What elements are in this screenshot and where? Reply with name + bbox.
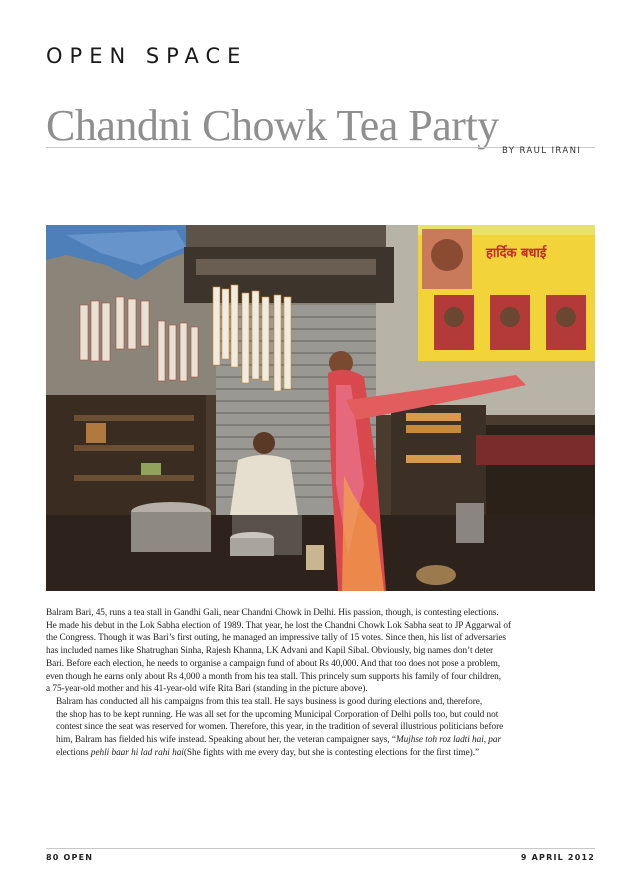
poster-heading: हार्दिक बधाई	[486, 246, 547, 261]
byline: BY RAUL IRANI	[502, 146, 582, 156]
body-line: He made his debut in the Lok Sabha election of 1989. That year, he lost the Chandni Chowk Lok Sabha seat to JP Aggarwal of	[46, 620, 511, 631]
quote-hindi-1: Mujhse toh roz ladti hai, par	[395, 735, 502, 746]
paragraph-1	[46, 607, 595, 696]
body-line: even though he earns only about Rs 4,000 a month from his tea stall. This princely sum supports his family of four children,	[46, 671, 502, 682]
body-line: a 75-year-old mother and his 41-year-old wife Rita Bari (standing in the picture above).	[46, 684, 368, 695]
footer-rule	[46, 848, 595, 849]
body-line: him, Balram has fielded his wife instead. Speaking about her, the veteran campaigner says, “Mujhse toh roz ladti hai, par	[56, 735, 502, 746]
body-line: Balram has conducted all his campaigns from this tea stall. He says business is good during elections and, therefore,	[56, 696, 483, 707]
man-figure	[253, 432, 275, 454]
article-photo	[46, 225, 595, 591]
issue-date: 9 APRIL 2012	[520, 853, 595, 862]
body-line: elections pehli baar hi lad rahi hai(She fights with me every day, but she is contesting elections for the first time).”	[56, 747, 480, 758]
page-folio: 80 OPEN	[46, 853, 94, 862]
body-line: Bari. Before each election, he needs to organise a campaign fund of about Rs 40,000. And that too does not pose a problem,	[46, 658, 501, 669]
article-title: Chandni Chowk Tea Party	[46, 101, 499, 150]
body-line: contest since the seat was reserved for women. Therefore, this year, in the tradition of several illustrious politicians before	[56, 722, 504, 733]
body-line: has included names like Shatrughan Sinha, Rajesh Khanna, LK Advani and Kapil Sibal. Obviously, big names don’t deter	[46, 646, 494, 657]
body-line: Balram Bari, 45, runs a tea stall in Gandhi Gali, near Chandni Chowk in Delhi. His passion, though, is contesting elections.	[46, 608, 499, 618]
article-body	[46, 607, 595, 759]
section-label: OPEN SPACE	[46, 44, 248, 68]
body-line: the Congress. Though it was Bari’s first outing, he managed an impressive tally of 15 votes. Since then, his list of adversaries	[46, 633, 506, 644]
quote-hindi-2: pehli baar hi lad rahi hai	[90, 747, 184, 758]
body-line: the shop has to be kept running. He was all set for the upcoming Municipal Corporation of Delhi polls too, but could not	[56, 709, 499, 720]
paragraph-2	[46, 696, 595, 760]
